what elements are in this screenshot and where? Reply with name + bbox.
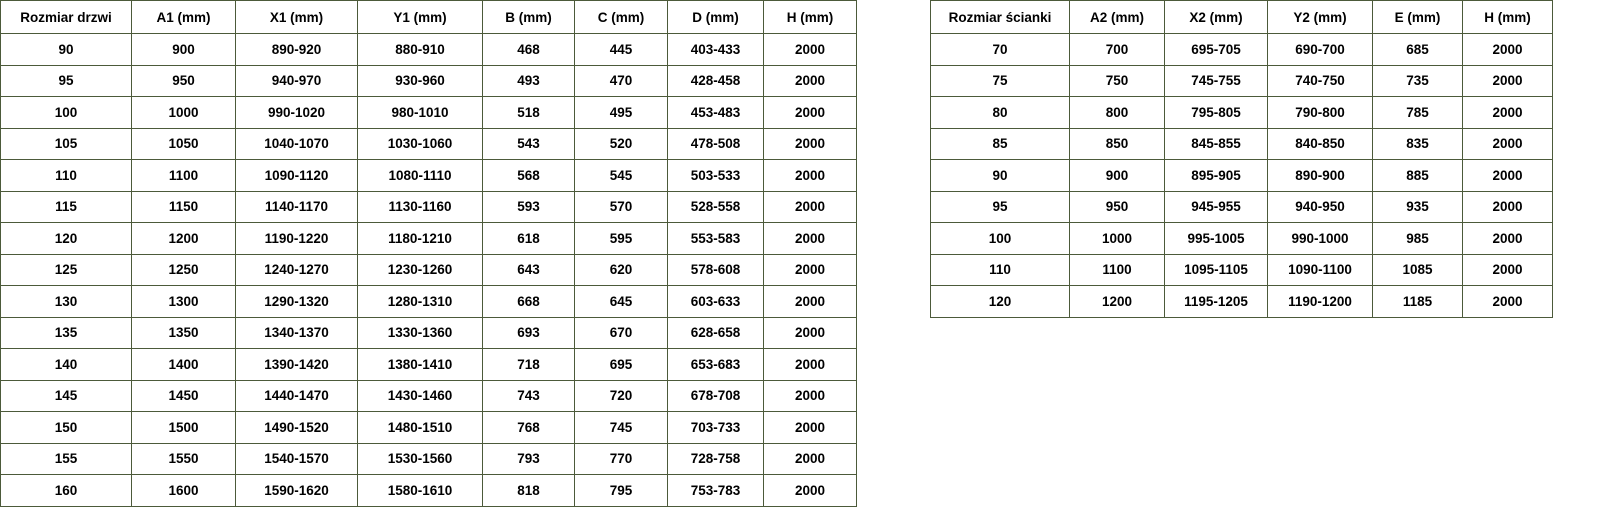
- table-cell: 403-433: [668, 34, 764, 66]
- table-cell: 1000: [1070, 223, 1165, 255]
- column-header-wall-size: Rozmiar ścianki: [931, 1, 1070, 34]
- table-cell: 105: [1, 128, 132, 160]
- table-cell: 1230-1260: [358, 254, 483, 286]
- table-cell: 1040-1070: [236, 128, 358, 160]
- table-cell: 1490-1520: [236, 412, 358, 444]
- table-cell: 1185: [1373, 286, 1463, 318]
- table-cell: 1090-1100: [1268, 254, 1373, 286]
- table-cell: 950: [1070, 191, 1165, 223]
- table-cell: 890-900: [1268, 160, 1373, 192]
- table-cell: 95: [1, 65, 132, 97]
- table-cell: 1550: [132, 443, 236, 475]
- table-cell: 940-970: [236, 65, 358, 97]
- table-cell: 2000: [764, 475, 857, 507]
- table-cell: 1540-1570: [236, 443, 358, 475]
- column-header-a2: A2 (mm): [1070, 1, 1165, 34]
- table-header-row: [931, 1, 1553, 34]
- table-cell: 140: [1, 349, 132, 381]
- table-cell: 930-960: [358, 65, 483, 97]
- column-header-y2: Y2 (mm): [1268, 1, 1373, 34]
- table-cell: 890-920: [236, 34, 358, 66]
- table-row: [1, 223, 857, 255]
- table-cell: 1200: [132, 223, 236, 255]
- table-cell: 1150: [132, 191, 236, 223]
- table-cell: 885: [1373, 160, 1463, 192]
- table-cell: 990-1020: [236, 97, 358, 129]
- table-cell: 2000: [764, 286, 857, 318]
- table-cell: 570: [575, 191, 668, 223]
- table-cell: 618: [483, 223, 575, 255]
- column-header-d: D (mm): [668, 1, 764, 34]
- table-row: [931, 286, 1553, 318]
- table-cell: 645: [575, 286, 668, 318]
- column-header-c: C (mm): [575, 1, 668, 34]
- table-cell: 795-805: [1165, 97, 1268, 129]
- column-header-x2: X2 (mm): [1165, 1, 1268, 34]
- wall-table-container: [930, 0, 1552, 318]
- table-cell: 503-533: [668, 160, 764, 192]
- table-cell: 668: [483, 286, 575, 318]
- table-cell: 1140-1170: [236, 191, 358, 223]
- table-cell: 770: [575, 443, 668, 475]
- table-cell: 835: [1373, 128, 1463, 160]
- column-header-doors-size: Rozmiar drzwi: [1, 1, 132, 34]
- wall-dimension-table: [930, 0, 1553, 318]
- table-cell: 130: [1, 286, 132, 318]
- table-cell: 1190-1220: [236, 223, 358, 255]
- table-row: [931, 191, 1553, 223]
- table-cell: 1480-1510: [358, 412, 483, 444]
- table-cell: 1095-1105: [1165, 254, 1268, 286]
- table-cell: 2000: [764, 34, 857, 66]
- table-cell: 720: [575, 380, 668, 412]
- table-cell: 728-758: [668, 443, 764, 475]
- table-cell: 790-800: [1268, 97, 1373, 129]
- table-cell: 2000: [1463, 34, 1553, 66]
- table-cell: 495: [575, 97, 668, 129]
- wall-table-body: [931, 34, 1553, 318]
- table-row: [1, 254, 857, 286]
- table-cell: 2000: [764, 160, 857, 192]
- table-cell: 150: [1, 412, 132, 444]
- table-cell: 2000: [1463, 223, 1553, 255]
- table-row: [931, 223, 1553, 255]
- table-row: [1, 160, 857, 192]
- table-cell: 740-750: [1268, 65, 1373, 97]
- table-cell: 2000: [764, 349, 857, 381]
- table-cell: 950: [132, 65, 236, 97]
- table-cell: 880-910: [358, 34, 483, 66]
- table-cell: 428-458: [668, 65, 764, 97]
- table-cell: 1390-1420: [236, 349, 358, 381]
- table-cell: 603-633: [668, 286, 764, 318]
- table-cell: 695: [575, 349, 668, 381]
- table-cell: 900: [1070, 160, 1165, 192]
- table-cell: 745: [575, 412, 668, 444]
- table-cell: 578-608: [668, 254, 764, 286]
- table-cell: 818: [483, 475, 575, 507]
- table-cell: 900: [132, 34, 236, 66]
- table-cell: 695-705: [1165, 34, 1268, 66]
- table-cell: 100: [931, 223, 1070, 255]
- table-cell: 100: [1, 97, 132, 129]
- table-cell: 120: [1, 223, 132, 255]
- table-cell: 543: [483, 128, 575, 160]
- doors-table-header: [1, 1, 857, 34]
- table-cell: 595: [575, 223, 668, 255]
- table-cell: 2000: [1463, 286, 1553, 318]
- table-cell: 785: [1373, 97, 1463, 129]
- table-cell: 845-855: [1165, 128, 1268, 160]
- column-header-x1: X1 (mm): [236, 1, 358, 34]
- table-cell: 1090-1120: [236, 160, 358, 192]
- table-cell: 518: [483, 97, 575, 129]
- table-cell: 1100: [1070, 254, 1165, 286]
- table-cell: 1400: [132, 349, 236, 381]
- table-cell: 628-658: [668, 317, 764, 349]
- table-cell: 753-783: [668, 475, 764, 507]
- table-cell: 2000: [764, 317, 857, 349]
- table-row: [1, 380, 857, 412]
- table-cell: 1200: [1070, 286, 1165, 318]
- table-cell: 1030-1060: [358, 128, 483, 160]
- table-cell: 2000: [1463, 254, 1553, 286]
- table-cell: 125: [1, 254, 132, 286]
- table-cell: 980-1010: [358, 97, 483, 129]
- table-header-row: [1, 1, 857, 34]
- table-row: [1, 349, 857, 381]
- table-row: [931, 160, 1553, 192]
- table-cell: 470: [575, 65, 668, 97]
- table-cell: 568: [483, 160, 575, 192]
- table-cell: 70: [931, 34, 1070, 66]
- table-cell: 1195-1205: [1165, 286, 1268, 318]
- table-row: [1, 65, 857, 97]
- table-cell: 840-850: [1268, 128, 1373, 160]
- table-cell: 1530-1560: [358, 443, 483, 475]
- table-cell: 2000: [764, 97, 857, 129]
- table-cell: 493: [483, 65, 575, 97]
- table-cell: 2000: [1463, 65, 1553, 97]
- table-cell: 2000: [764, 191, 857, 223]
- table-cell: 1080-1110: [358, 160, 483, 192]
- table-cell: 2000: [764, 128, 857, 160]
- table-cell: 2000: [1463, 160, 1553, 192]
- table-row: [931, 34, 1553, 66]
- table-cell: 1190-1200: [1268, 286, 1373, 318]
- table-row: [1, 443, 857, 475]
- table-cell: 703-733: [668, 412, 764, 444]
- table-cell: 145: [1, 380, 132, 412]
- table-cell: 2000: [764, 443, 857, 475]
- table-cell: 120: [931, 286, 1070, 318]
- doors-table-body: [1, 34, 857, 507]
- table-cell: 2000: [1463, 128, 1553, 160]
- table-cell: 718: [483, 349, 575, 381]
- table-cell: 528-558: [668, 191, 764, 223]
- table-cell: 990-1000: [1268, 223, 1373, 255]
- column-header-h: H (mm): [764, 1, 857, 34]
- column-header-h: H (mm): [1463, 1, 1553, 34]
- table-cell: 545: [575, 160, 668, 192]
- table-row: [931, 97, 1553, 129]
- table-cell: 850: [1070, 128, 1165, 160]
- column-header-e: E (mm): [1373, 1, 1463, 34]
- table-cell: 1100: [132, 160, 236, 192]
- table-cell: 90: [931, 160, 1070, 192]
- table-cell: 1350: [132, 317, 236, 349]
- table-cell: 1300: [132, 286, 236, 318]
- table-cell: 1450: [132, 380, 236, 412]
- table-cell: 110: [1, 160, 132, 192]
- table-cell: 800: [1070, 97, 1165, 129]
- table-cell: 1290-1320: [236, 286, 358, 318]
- table-cell: 985: [1373, 223, 1463, 255]
- table-cell: 653-683: [668, 349, 764, 381]
- table-cell: 1500: [132, 412, 236, 444]
- table-cell: 1330-1360: [358, 317, 483, 349]
- table-cell: 1580-1610: [358, 475, 483, 507]
- table-cell: 95: [931, 191, 1070, 223]
- table-cell: 80: [931, 97, 1070, 129]
- table-row: [931, 65, 1553, 97]
- table-cell: 75: [931, 65, 1070, 97]
- table-cell: 1440-1470: [236, 380, 358, 412]
- column-header-y1: Y1 (mm): [358, 1, 483, 34]
- table-cell: 2000: [764, 254, 857, 286]
- table-row: [1, 412, 857, 444]
- table-cell: 735: [1373, 65, 1463, 97]
- table-row: [1, 128, 857, 160]
- table-cell: 1430-1460: [358, 380, 483, 412]
- table-cell: 995-1005: [1165, 223, 1268, 255]
- table-cell: 1000: [132, 97, 236, 129]
- table-cell: 745-755: [1165, 65, 1268, 97]
- table-cell: 2000: [1463, 191, 1553, 223]
- table-cell: 895-905: [1165, 160, 1268, 192]
- table-row: [931, 254, 1553, 286]
- table-cell: 693: [483, 317, 575, 349]
- table-cell: 2000: [764, 380, 857, 412]
- table-cell: 700: [1070, 34, 1165, 66]
- column-header-a1: A1 (mm): [132, 1, 236, 34]
- table-cell: 743: [483, 380, 575, 412]
- table-cell: 553-583: [668, 223, 764, 255]
- table-cell: 2000: [764, 412, 857, 444]
- column-header-b: B (mm): [483, 1, 575, 34]
- table-cell: 670: [575, 317, 668, 349]
- table-cell: 160: [1, 475, 132, 507]
- table-cell: 750: [1070, 65, 1165, 97]
- table-row: [1, 97, 857, 129]
- table-cell: 620: [575, 254, 668, 286]
- table-cell: 1600: [132, 475, 236, 507]
- table-cell: 935: [1373, 191, 1463, 223]
- table-row: [1, 475, 857, 507]
- table-cell: 90: [1, 34, 132, 66]
- table-cell: 685: [1373, 34, 1463, 66]
- table-cell: 1130-1160: [358, 191, 483, 223]
- table-cell: 135: [1, 317, 132, 349]
- table-row: [1, 317, 857, 349]
- table-row: [1, 286, 857, 318]
- table-cell: 445: [575, 34, 668, 66]
- table-cell: 643: [483, 254, 575, 286]
- wall-table-header: [931, 1, 1553, 34]
- table-cell: 678-708: [668, 380, 764, 412]
- table-cell: 940-950: [1268, 191, 1373, 223]
- table-cell: 2000: [764, 223, 857, 255]
- table-row: [1, 34, 857, 66]
- table-cell: 453-483: [668, 97, 764, 129]
- table-cell: 945-955: [1165, 191, 1268, 223]
- table-cell: 1380-1410: [358, 349, 483, 381]
- table-cell: 1590-1620: [236, 475, 358, 507]
- table-cell: 468: [483, 34, 575, 66]
- table-row: [931, 128, 1553, 160]
- table-cell: 1340-1370: [236, 317, 358, 349]
- table-cell: 85: [931, 128, 1070, 160]
- table-cell: 690-700: [1268, 34, 1373, 66]
- table-cell: 1050: [132, 128, 236, 160]
- table-cell: 2000: [764, 65, 857, 97]
- table-cell: 1180-1210: [358, 223, 483, 255]
- table-cell: 1280-1310: [358, 286, 483, 318]
- table-cell: 520: [575, 128, 668, 160]
- table-cell: 155: [1, 443, 132, 475]
- table-cell: 1250: [132, 254, 236, 286]
- table-cell: 593: [483, 191, 575, 223]
- table-cell: 793: [483, 443, 575, 475]
- table-cell: 1085: [1373, 254, 1463, 286]
- table-cell: 795: [575, 475, 668, 507]
- table-cell: 2000: [1463, 97, 1553, 129]
- table-cell: 478-508: [668, 128, 764, 160]
- table-cell: 115: [1, 191, 132, 223]
- table-cell: 768: [483, 412, 575, 444]
- table-cell: 110: [931, 254, 1070, 286]
- table-cell: 1240-1270: [236, 254, 358, 286]
- table-row: [1, 191, 857, 223]
